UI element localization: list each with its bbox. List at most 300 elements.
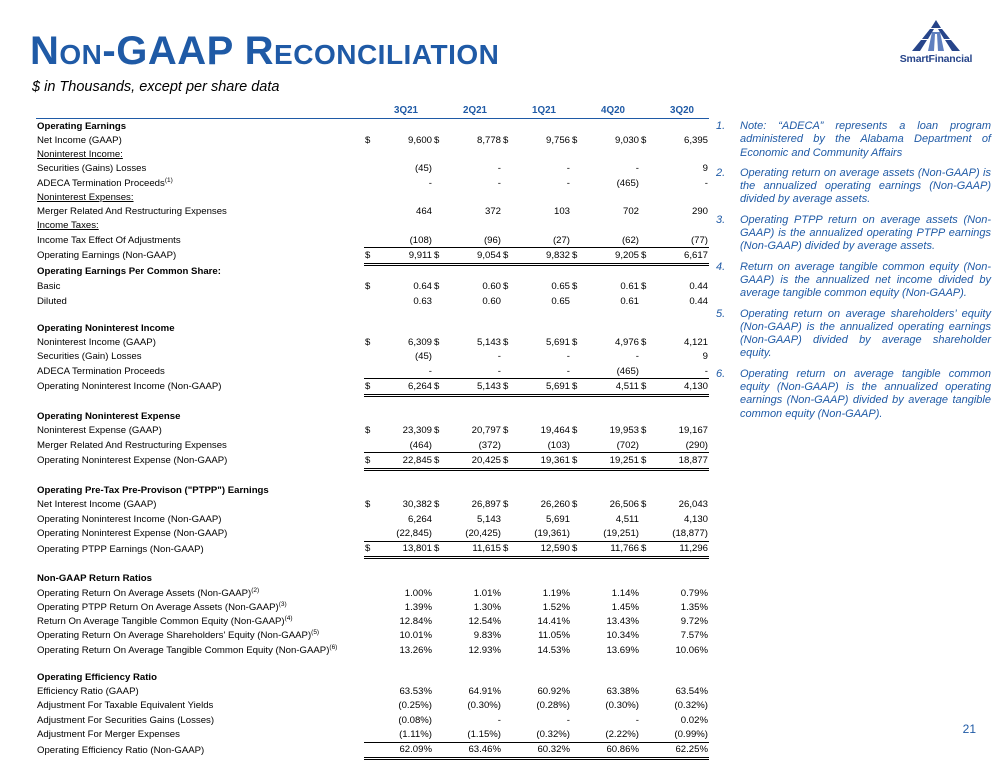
row-label [36, 248, 364, 264]
value-cell: 13,801 [379, 541, 433, 557]
value-cell: 0.65 [551, 295, 570, 307]
table-row [36, 176, 709, 190]
value-cell [655, 572, 709, 586]
mountain-logo-icon [888, 20, 984, 52]
table-row [36, 280, 709, 294]
row-label [36, 600, 364, 614]
currency-symbol [502, 264, 517, 280]
footnote-item [716, 261, 991, 301]
header-period: 3Q20 [655, 102, 709, 119]
currency-symbol [364, 742, 379, 758]
value-cell: (0.30%) [467, 700, 501, 712]
row-label [36, 742, 364, 758]
value-cell: (62) [621, 234, 639, 246]
value-cell: 1.01% [473, 587, 501, 599]
currency-symbol [640, 364, 655, 379]
row-label [36, 379, 364, 395]
row-label-text: Non-GAAP Return Ratios [37, 573, 152, 585]
currency-symbol [364, 176, 379, 190]
header-spacer [364, 102, 379, 119]
currency-symbol [571, 395, 586, 410]
currency-symbol [502, 727, 517, 742]
value-cell: 20,797 [471, 425, 501, 437]
currency-symbol [640, 615, 655, 629]
currency-symbol [640, 438, 655, 453]
currency-symbol [364, 713, 379, 727]
row-label [36, 557, 364, 572]
value-cell: 702 [622, 206, 639, 218]
value-cell [517, 219, 571, 233]
currency-symbol [571, 557, 586, 572]
currency-symbol [571, 586, 586, 600]
value-cell [379, 190, 433, 204]
header-label-cell [36, 102, 364, 119]
table-row [36, 248, 709, 264]
value-cell: 10.01% [399, 630, 432, 642]
value-cell: (45) [414, 351, 432, 363]
value-cell [448, 670, 502, 684]
currency-symbol [502, 643, 517, 657]
currency-symbol [364, 670, 379, 684]
currency-symbol [640, 162, 655, 176]
value-cell: 1.45% [611, 601, 639, 613]
currency-symbol [571, 410, 586, 424]
currency-symbol [433, 410, 448, 424]
value-cell: 103 [553, 206, 570, 218]
row-label [36, 512, 364, 526]
row-label [36, 643, 364, 657]
value-cell: 0.44 [689, 295, 708, 307]
row-label [36, 615, 364, 629]
row-label-text: Operating PTPP Return On Average Assets (Non-GAAP) [37, 601, 279, 613]
currency-symbol: $ [572, 425, 578, 437]
currency-symbol: $ [434, 337, 440, 349]
value-cell: 26,043 [678, 499, 708, 511]
currency-symbol [502, 308, 517, 321]
currency-symbol [502, 699, 517, 713]
row-label-text: Net Interest Income (GAAP) [37, 499, 157, 511]
value-cell [379, 557, 433, 572]
row-label-text: Securities (Gain) Losses [37, 351, 142, 363]
value-cell [448, 657, 502, 670]
currency-symbol [571, 294, 586, 308]
value-cell: 0.60 [482, 295, 501, 307]
row-label [36, 586, 364, 600]
value-cell: 23,309 [402, 425, 432, 437]
table-row [36, 336, 709, 350]
currency-symbol [364, 233, 379, 248]
table-row [36, 727, 709, 742]
currency-symbol: $ [433, 541, 448, 557]
value-cell: 60.92% [537, 686, 570, 698]
footnote-item [716, 214, 991, 254]
value-cell [379, 670, 433, 684]
currency-symbol [502, 148, 517, 162]
currency-symbol [640, 713, 655, 727]
value-cell: 9,756 [545, 134, 570, 146]
currency-symbol [571, 526, 586, 541]
value-cell: (464) [409, 439, 432, 451]
value-cell [517, 308, 571, 321]
value-cell [448, 264, 502, 280]
row-label [36, 685, 364, 699]
row-label [36, 119, 364, 134]
row-label [36, 133, 364, 147]
section-header-row [36, 264, 709, 280]
currency-symbol [640, 557, 655, 572]
value-cell: 0.79% [680, 587, 708, 599]
value-cell [379, 657, 433, 670]
currency-symbol: $ [503, 337, 509, 349]
currency-symbol: $ [572, 281, 578, 293]
currency-symbol [364, 219, 379, 233]
currency-symbol [502, 219, 517, 233]
currency-symbol [364, 586, 379, 600]
spacer-row [36, 557, 709, 572]
footnote-item [716, 120, 991, 160]
table-row [36, 643, 709, 657]
value-cell: 30,382 [402, 499, 432, 511]
currency-symbol [571, 469, 586, 484]
currency-symbol [433, 162, 448, 176]
currency-symbol [640, 699, 655, 713]
footnote-text: Note: “ADECA” represents a loan program administered by the Alabama Department of Economic and Community Affairs [740, 120, 991, 159]
value-cell: 0.64 [413, 281, 432, 293]
value-cell [379, 119, 433, 134]
table-row [36, 526, 709, 541]
currency-symbol [640, 685, 655, 699]
value-cell: (372) [478, 439, 501, 451]
value-cell: 10.34% [606, 630, 639, 642]
header-spacer [502, 102, 517, 119]
row-label-text: Operating Return On Average Shareholders' Equity (Non-GAAP) [37, 630, 312, 642]
currency-symbol [571, 438, 586, 453]
table-row [36, 600, 709, 614]
table-row [36, 190, 709, 204]
value-cell: 4,130 [683, 513, 708, 525]
currency-symbol [433, 557, 448, 572]
page-subtitle: $ in Thousands, except per share data [32, 79, 280, 95]
value-cell: (20,425) [465, 527, 501, 539]
currency-symbol [433, 670, 448, 684]
currency-symbol: $ [641, 499, 647, 511]
currency-symbol [433, 219, 448, 233]
currency-symbol [571, 205, 586, 219]
value-cell: 0.65 [551, 281, 570, 293]
value-cell: 1.39% [404, 601, 432, 613]
currency-symbol [571, 148, 586, 162]
table-row [36, 586, 709, 600]
value-cell [448, 190, 502, 204]
currency-symbol [502, 364, 517, 379]
value-cell [655, 308, 709, 321]
value-cell [517, 264, 571, 280]
section-header-row [36, 484, 709, 498]
currency-symbol [640, 586, 655, 600]
row-label [36, 162, 364, 176]
value-cell [655, 657, 709, 670]
currency-symbol: $ [503, 499, 509, 511]
section-header-row [36, 321, 709, 335]
row-label [36, 713, 364, 727]
currency-symbol [640, 219, 655, 233]
footnote-number: 4. [716, 260, 726, 273]
row-label-text: Net Income (GAAP) [37, 134, 122, 146]
value-cell [586, 264, 640, 280]
value-cell [448, 484, 502, 498]
section-header-row [36, 670, 709, 684]
table-row [36, 699, 709, 713]
currency-symbol [502, 410, 517, 424]
value-cell: - [428, 177, 432, 189]
row-label-text: Adjustment For Taxable Equivalent Yields [37, 700, 214, 712]
row-label-text: Return On Average Tangible Common Equity (Non-GAAP) [37, 616, 285, 628]
value-cell [655, 395, 709, 410]
currency-symbol [433, 727, 448, 742]
value-cell: 11,766 [586, 541, 640, 557]
currency-symbol [571, 264, 586, 280]
currency-symbol [364, 308, 379, 321]
row-label-text: Basic [37, 281, 61, 293]
value-cell [586, 308, 640, 321]
currency-symbol [640, 657, 655, 670]
currency-symbol: $ [502, 379, 517, 395]
footnote-ref: (6) [329, 643, 338, 651]
value-cell: 11.05% [538, 630, 570, 642]
footnote-number: 5. [716, 307, 726, 320]
value-cell [586, 219, 640, 233]
value-cell: (1.15%) [467, 728, 501, 740]
row-label [36, 727, 364, 742]
currency-symbol [433, 484, 448, 498]
currency-symbol [502, 586, 517, 600]
footnote-number: 6. [716, 367, 726, 380]
spacer-row [36, 395, 709, 410]
value-cell [655, 484, 709, 498]
value-cell: - [704, 177, 708, 189]
currency-symbol [502, 742, 517, 758]
currency-symbol: $ [502, 541, 517, 557]
value-cell: (19,251) [603, 527, 639, 539]
currency-symbol [364, 438, 379, 453]
currency-symbol [571, 629, 586, 643]
value-cell: (19,361) [534, 527, 570, 539]
currency-symbol [640, 233, 655, 248]
currency-symbol: $ [571, 379, 586, 395]
table-row [36, 541, 709, 557]
value-cell: 5,691 [545, 513, 570, 525]
currency-symbol [640, 148, 655, 162]
currency-symbol [640, 308, 655, 321]
currency-symbol: $ [364, 453, 379, 469]
value-cell [586, 119, 640, 134]
table-row [36, 379, 709, 395]
value-cell: (96) [483, 234, 501, 246]
row-label [36, 148, 364, 162]
currency-symbol [433, 600, 448, 614]
value-cell: 7.57% [680, 630, 708, 642]
section-header-row [36, 119, 709, 134]
currency-symbol [571, 615, 586, 629]
currency-symbol [433, 233, 448, 248]
currency-symbol [502, 190, 517, 204]
value-cell: 26,506 [609, 499, 639, 511]
value-cell: 11,296 [655, 541, 709, 557]
row-label [36, 205, 364, 219]
currency-symbol [640, 629, 655, 643]
currency-symbol: $ [365, 337, 371, 349]
value-cell: (702) [616, 439, 639, 451]
currency-symbol [502, 469, 517, 484]
row-label [36, 308, 364, 321]
row-label [36, 190, 364, 204]
currency-symbol [571, 119, 586, 134]
value-cell: 12,590 [517, 541, 571, 557]
currency-symbol [502, 615, 517, 629]
currency-symbol [502, 670, 517, 684]
currency-symbol: $ [365, 425, 371, 437]
value-cell: 9,030 [614, 134, 639, 146]
row-label [36, 498, 364, 512]
currency-symbol [640, 742, 655, 758]
row-label [36, 350, 364, 364]
footnote-number: 3. [716, 213, 726, 226]
value-cell [586, 484, 640, 498]
table-row [36, 453, 709, 469]
row-label-text: Merger Related And Restructuring Expenses [37, 439, 227, 451]
row-label-text: Operating Return On Average Assets (Non-GAAP) [37, 587, 252, 599]
row-label-text: Merger Related And Restructuring Expenses [37, 206, 227, 218]
value-cell: 13.43% [606, 616, 639, 628]
value-cell: (45) [414, 163, 432, 175]
value-cell [655, 190, 709, 204]
row-label [36, 438, 364, 453]
currency-symbol [364, 572, 379, 586]
currency-symbol: $ [364, 379, 379, 395]
currency-symbol [571, 190, 586, 204]
currency-symbol [502, 713, 517, 727]
currency-symbol [364, 162, 379, 176]
currency-symbol [571, 350, 586, 364]
currency-symbol: $ [571, 453, 586, 469]
footnote-ref: (4) [284, 614, 293, 622]
section-header-row [36, 410, 709, 424]
row-label [36, 321, 364, 335]
currency-symbol [571, 670, 586, 684]
section-header-row [36, 572, 709, 586]
value-cell [517, 148, 571, 162]
currency-symbol [433, 294, 448, 308]
table-row [36, 294, 709, 308]
row-label-text: Operating Earnings (Non-GAAP) [37, 250, 177, 262]
value-cell: 10.06% [675, 644, 708, 656]
row-label-text: ADECA Termination Proceeds [37, 365, 165, 377]
spacer-row [36, 308, 709, 321]
value-cell [448, 148, 502, 162]
value-cell: 14.53% [537, 644, 570, 656]
table-header-row [36, 102, 709, 119]
value-cell: (77) [690, 234, 708, 246]
currency-symbol [502, 572, 517, 586]
currency-symbol [433, 657, 448, 670]
value-cell [655, 119, 709, 134]
currency-symbol [433, 308, 448, 321]
value-cell: 22,845 [379, 453, 433, 469]
currency-symbol: $ [365, 499, 371, 511]
row-label-text: Noninterest Income: [37, 149, 123, 161]
currency-symbol [433, 176, 448, 190]
header-period: 4Q20 [586, 102, 640, 119]
value-cell: 0.02% [680, 714, 708, 726]
currency-symbol [571, 233, 586, 248]
row-label-text: Income Tax Effect Of Adjustments [37, 234, 181, 246]
value-cell: (0.25%) [398, 700, 432, 712]
row-label-text: Operating Noninterest Expense (Non-GAAP) [37, 528, 228, 540]
value-cell: 5,143 [476, 513, 501, 525]
value-cell: (18,877) [672, 527, 708, 539]
currency-symbol [433, 629, 448, 643]
row-label-text: Securities (Gains) Losses [37, 163, 147, 175]
currency-symbol: $ [640, 248, 655, 264]
currency-symbol [433, 395, 448, 410]
currency-symbol [502, 233, 517, 248]
currency-symbol [364, 685, 379, 699]
currency-symbol [640, 410, 655, 424]
row-label-text: Operating Efficiency Ratio [37, 671, 157, 683]
row-label [36, 364, 364, 379]
currency-symbol [502, 526, 517, 541]
currency-symbol [502, 600, 517, 614]
footnotes-list [716, 120, 991, 428]
currency-symbol [433, 321, 448, 335]
value-cell: 8,778 [476, 134, 501, 146]
currency-symbol: $ [364, 541, 379, 557]
currency-symbol [571, 643, 586, 657]
value-cell [586, 572, 640, 586]
row-label [36, 294, 364, 308]
row-label-text: Operating Efficiency Ratio (Non-GAAP) [37, 744, 205, 756]
currency-symbol: $ [433, 248, 448, 264]
value-cell: 4,121 [683, 337, 708, 349]
value-cell [448, 410, 502, 424]
row-label-text: Operating Noninterest Expense [37, 411, 181, 423]
currency-symbol [364, 410, 379, 424]
table-row [36, 233, 709, 248]
currency-symbol: $ [433, 379, 448, 395]
currency-symbol [571, 364, 586, 379]
table-row [36, 424, 709, 438]
currency-symbol: $ [572, 134, 578, 146]
currency-symbol [640, 512, 655, 526]
currency-symbol: $ [365, 281, 371, 293]
currency-symbol [640, 727, 655, 742]
footnote-item [716, 368, 991, 421]
currency-symbol [571, 699, 586, 713]
value-cell: (108) [409, 234, 432, 246]
currency-symbol: $ [503, 425, 509, 437]
currency-symbol [364, 264, 379, 280]
value-cell [586, 190, 640, 204]
value-cell: 19,953 [609, 425, 639, 437]
row-label [36, 629, 364, 643]
value-cell: 4,511 [615, 513, 639, 525]
value-cell: 13.69% [606, 644, 639, 656]
value-cell [586, 657, 640, 670]
value-cell: 5,143 [448, 379, 502, 395]
table-row [36, 685, 709, 699]
currency-symbol [502, 484, 517, 498]
row-label-text: Diluted [37, 295, 67, 307]
